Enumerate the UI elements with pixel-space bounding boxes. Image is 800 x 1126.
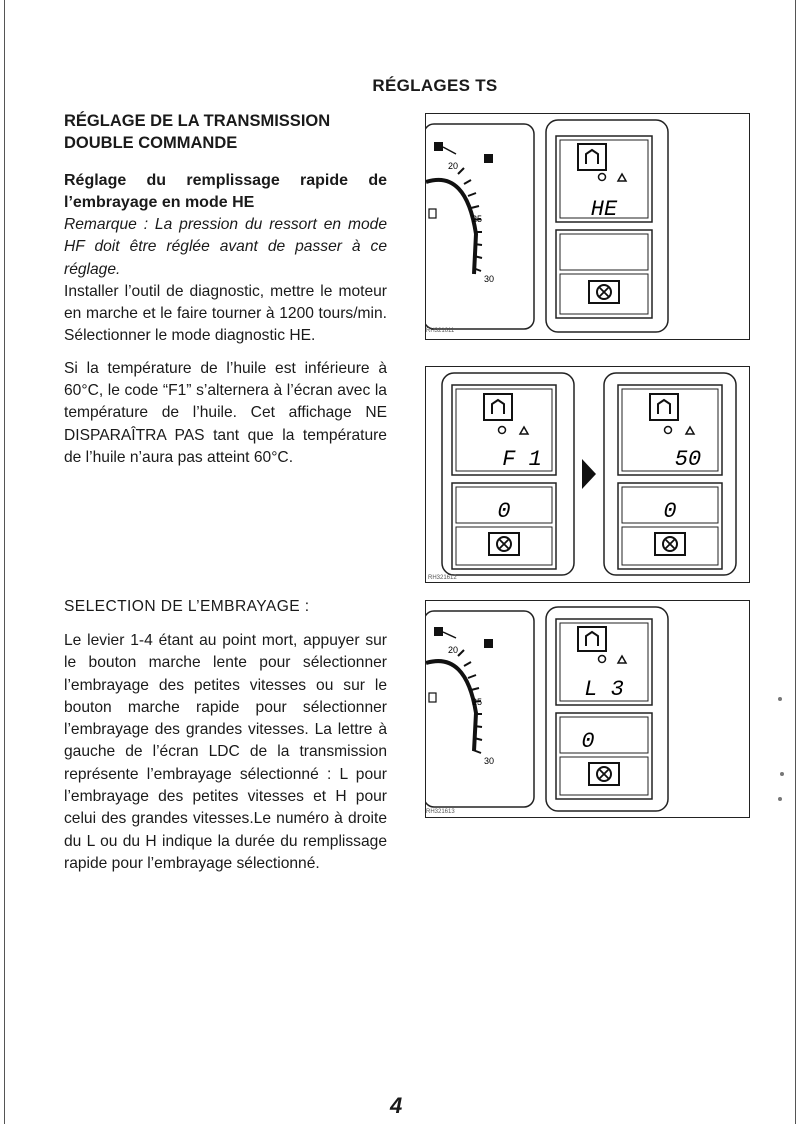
scan-speck — [778, 797, 782, 801]
page-header: RÉGLAGES TS — [372, 76, 498, 95]
gauge-label-20: 20 — [448, 161, 459, 171]
lcd-display-mode: L 3 — [584, 677, 624, 702]
mode-icon — [578, 144, 606, 170]
triangle-icon — [618, 656, 626, 663]
section2-text — [64, 596, 387, 875]
page-number: 4 — [390, 1093, 403, 1118]
scan-speck — [780, 772, 784, 776]
triangle-icon — [686, 427, 694, 434]
section2-body: Le levier 1-4 étant au point mort, appuyer sur le bouton marche lente pour sélectionner l’embrayage des petites vitesses ou sur le bouton marche rapide pour sélectionner l’embrayage des grandes vitesses. La lettre à gauche de l’écran LDC de la transmission représente l’embrayage sélectionné : L pour l’embrayage des petites vitesses et H pour celui des grandes vitesses.Le numéro à droite du L ou du H indique la durée du remplissage rapide pour l’embrayage sélectionné. — [64, 632, 387, 872]
gauge-label-30: 30 — [484, 274, 495, 284]
icon-square — [484, 639, 493, 648]
section1-subtitle-line1: Réglage du remplissage rapide de — [64, 172, 387, 189]
icon-square — [434, 627, 443, 636]
lcd-lower-value: 0 — [581, 729, 595, 754]
section1-title-line1: RÉGLAGE DE LA TRANSMISSION — [64, 112, 331, 130]
mode-icon — [578, 627, 606, 651]
lcd-display-left: F 1 — [502, 447, 542, 472]
gauge-label-25: 25 — [472, 697, 483, 707]
figure-1-drawing — [426, 114, 749, 339]
circle-icon — [599, 656, 606, 663]
lcd-lower-value-left: 0 — [497, 499, 511, 524]
figure-ref: RH321612 — [428, 575, 457, 581]
lcd-lower-value-right: 0 — [663, 499, 677, 524]
section2-title: SELECTION DE L’EMBRAYAGE : — [64, 598, 310, 615]
figure-1 — [425, 113, 750, 340]
section1-text — [64, 110, 387, 469]
mode-icon — [484, 394, 512, 420]
mode-icon — [650, 394, 678, 420]
figure-2 — [425, 366, 750, 583]
gauge-label-20: 20 — [448, 645, 459, 655]
scan-speck — [778, 697, 782, 701]
figure-ref: RH321613 — [426, 809, 455, 815]
lcd-display-mode: HE — [590, 197, 618, 222]
section1-subtitle-line2: l’embrayage en mode HE — [64, 194, 255, 211]
icon-square — [484, 154, 493, 163]
figure-2-drawing — [426, 367, 749, 582]
arrow-right-icon — [582, 459, 596, 489]
lcd-display-right: 50 — [674, 447, 702, 472]
indicator-icon — [429, 209, 436, 218]
circle-icon — [499, 427, 506, 434]
circle-icon — [665, 427, 672, 434]
section1-note: Remarque : La pression du ressort en mode HF doit être réglée avant de passer à ce réglage. — [64, 216, 387, 278]
icon-square — [434, 142, 443, 151]
section1-title-line2: DOUBLE COMMANDE — [64, 134, 238, 152]
triangle-icon — [520, 427, 528, 434]
figure-ref: RH321611 — [426, 328, 455, 334]
gauge-label-25: 25 — [472, 214, 483, 224]
figure-3-drawing — [426, 601, 749, 817]
section1-temperature-text: Si la température de l’huile est inférieure à 60°C, le code “F1” s’alternera à l’écran avec la température de l’huile. Cet affichage NE DISPARAÎTRA PAS tant que la température de l’huile n’aura pas atteint 60°C. — [64, 359, 387, 466]
section1-instruction: Installer l’outil de diagnostic, mettre le moteur en marche et le faire tourner à 1200 tours/min. Sélectionner le mode diagnostic HE. — [64, 282, 387, 345]
gauge-label-30: 30 — [484, 756, 495, 766]
triangle-icon — [618, 174, 626, 181]
circle-icon — [599, 174, 606, 181]
figure-3 — [425, 600, 750, 818]
indicator-icon — [429, 693, 436, 702]
